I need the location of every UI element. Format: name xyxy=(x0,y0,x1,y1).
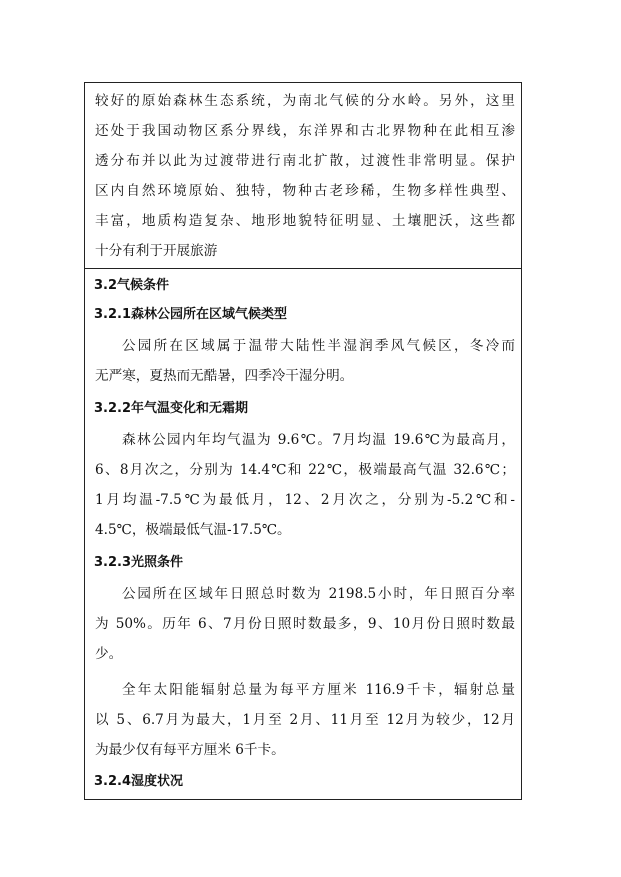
document-table-frame xyxy=(84,82,522,800)
paragraph-line: 还处于我国动物区系分界线，东洋界和古北界物种在此相互渗 xyxy=(95,123,515,139)
paragraph-line: 4.5℃，极端最低气温-17.5℃。 xyxy=(95,522,291,538)
paragraph-line: 森林公园内年均气温为 9.6℃。7月均温 19.6℃为最高月， xyxy=(122,432,515,448)
section-heading: 3.2.4湿度状况 xyxy=(94,774,184,789)
paragraph-line: 1月均温-7.5℃为最低月，12、2月次之，分别为-5.2℃和- xyxy=(95,492,515,508)
paragraph-line: 为 50%。历年 6、7月份日照时数最多，9、10月份日照时数最 xyxy=(95,616,515,632)
cell-divider xyxy=(85,268,521,269)
paragraph-line: 公园所在区域年日照总时数为 2198.5小时，年日照百分率 xyxy=(122,586,515,602)
section-heading: 3.2.3光照条件 xyxy=(94,555,184,570)
paragraph-line: 丰富，地质构造复杂、地形地貌特征明显、土壤肥沃，这些都 xyxy=(95,213,515,229)
section-heading: 3.2.2年气温变化和无霜期 xyxy=(94,401,249,416)
paragraph-line: 公园所在区域属于温带大陆性半湿润季风气候区，冬冷而 xyxy=(122,338,515,354)
paragraph-line: 以 5、6.7月为最大，1月至 2月、11月至 12月为较少，12月 xyxy=(95,712,515,728)
paragraph-line: 透分布并以此为过渡带进行南北扩散，过渡性非常明显。保护 xyxy=(95,153,515,169)
paragraph-line: 十分有利于开展旅游 xyxy=(95,243,218,259)
paragraph-line: 为最少仅有每平方厘米 6千卡。 xyxy=(95,742,285,758)
paragraph-line: 较好的原始森林生态系统，为南北气候的分水岭。另外，这里 xyxy=(95,93,515,109)
section-heading: 3.2.1森林公园所在区域气候类型 xyxy=(94,307,288,322)
paragraph-line: 全年太阳能辐射总量为每平方厘米 116.9千卡，辐射总量 xyxy=(122,682,515,698)
section-heading: 3.2气候条件 xyxy=(94,278,170,293)
paragraph-line: 6、8月次之，分别为 14.4℃和 22℃，极端最高气温 32.6℃； xyxy=(95,462,515,478)
paragraph-line: 少。 xyxy=(95,646,123,662)
paragraph-line: 区内自然环境原始、独特，物种古老珍稀，生物多样性典型、 xyxy=(95,183,515,199)
paragraph-line: 无严寒，夏热而无酷暑，四季冷干湿分明。 xyxy=(95,368,354,384)
